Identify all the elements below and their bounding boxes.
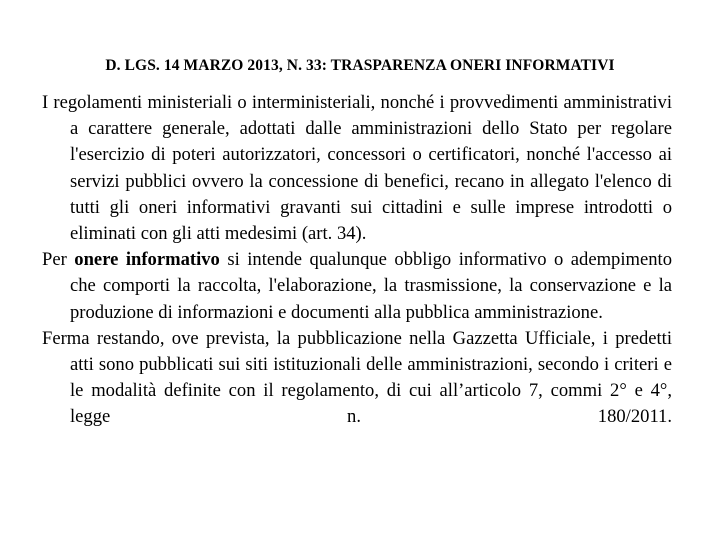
paragraph-definizione-onere — [42, 247, 672, 326]
paragraph-lead: Per — [42, 249, 75, 271]
paragraph-pubblicazione: Ferma restando, ove prevista, la pubblicazione nella Gazzetta Ufficiale, i predetti atti sono pubblicati sui siti istituzionali delle amministrazioni, secondo i criteri e le modalità definite con il regolamento, di cui all’articolo 7, commi 2° e 4°, legge n. 180/2011. — [42, 327, 672, 428]
paragraph-oneri-allegato: I regolamenti ministeriali o interministeriali, nonché i provvedimenti amministrativi a carattere generale, adottati dalle amministrazioni dello Stato per regolare l'esercizio di poteri autorizzatori, concessori o certificatori, nonché l'accesso ai servizi pubblici ovvero la concessione di benefici, recano in allegato l'elenco di tutti gli oneri informativi gravanti sui cittadini e sulle imprese introdotti o eliminati con gli atti medesimi (art. 34). — [42, 92, 672, 245]
paragraph-rest: si intende qualunque obbligo informativo o adempimento che comporti la raccolta, l'elaborazione, la trasmissione, la conservazione e la produzione di informazioni e documenti alla pubblica amministrazione. — [70, 249, 672, 323]
term-onere-informativo: onere informativo — [74, 249, 220, 271]
slide-title: D. LGS. 14 MARZO 2013, N. 33: TRASPARENZA ONERI INFORMATIVI — [105, 57, 615, 74]
slide-body — [42, 90, 672, 431]
